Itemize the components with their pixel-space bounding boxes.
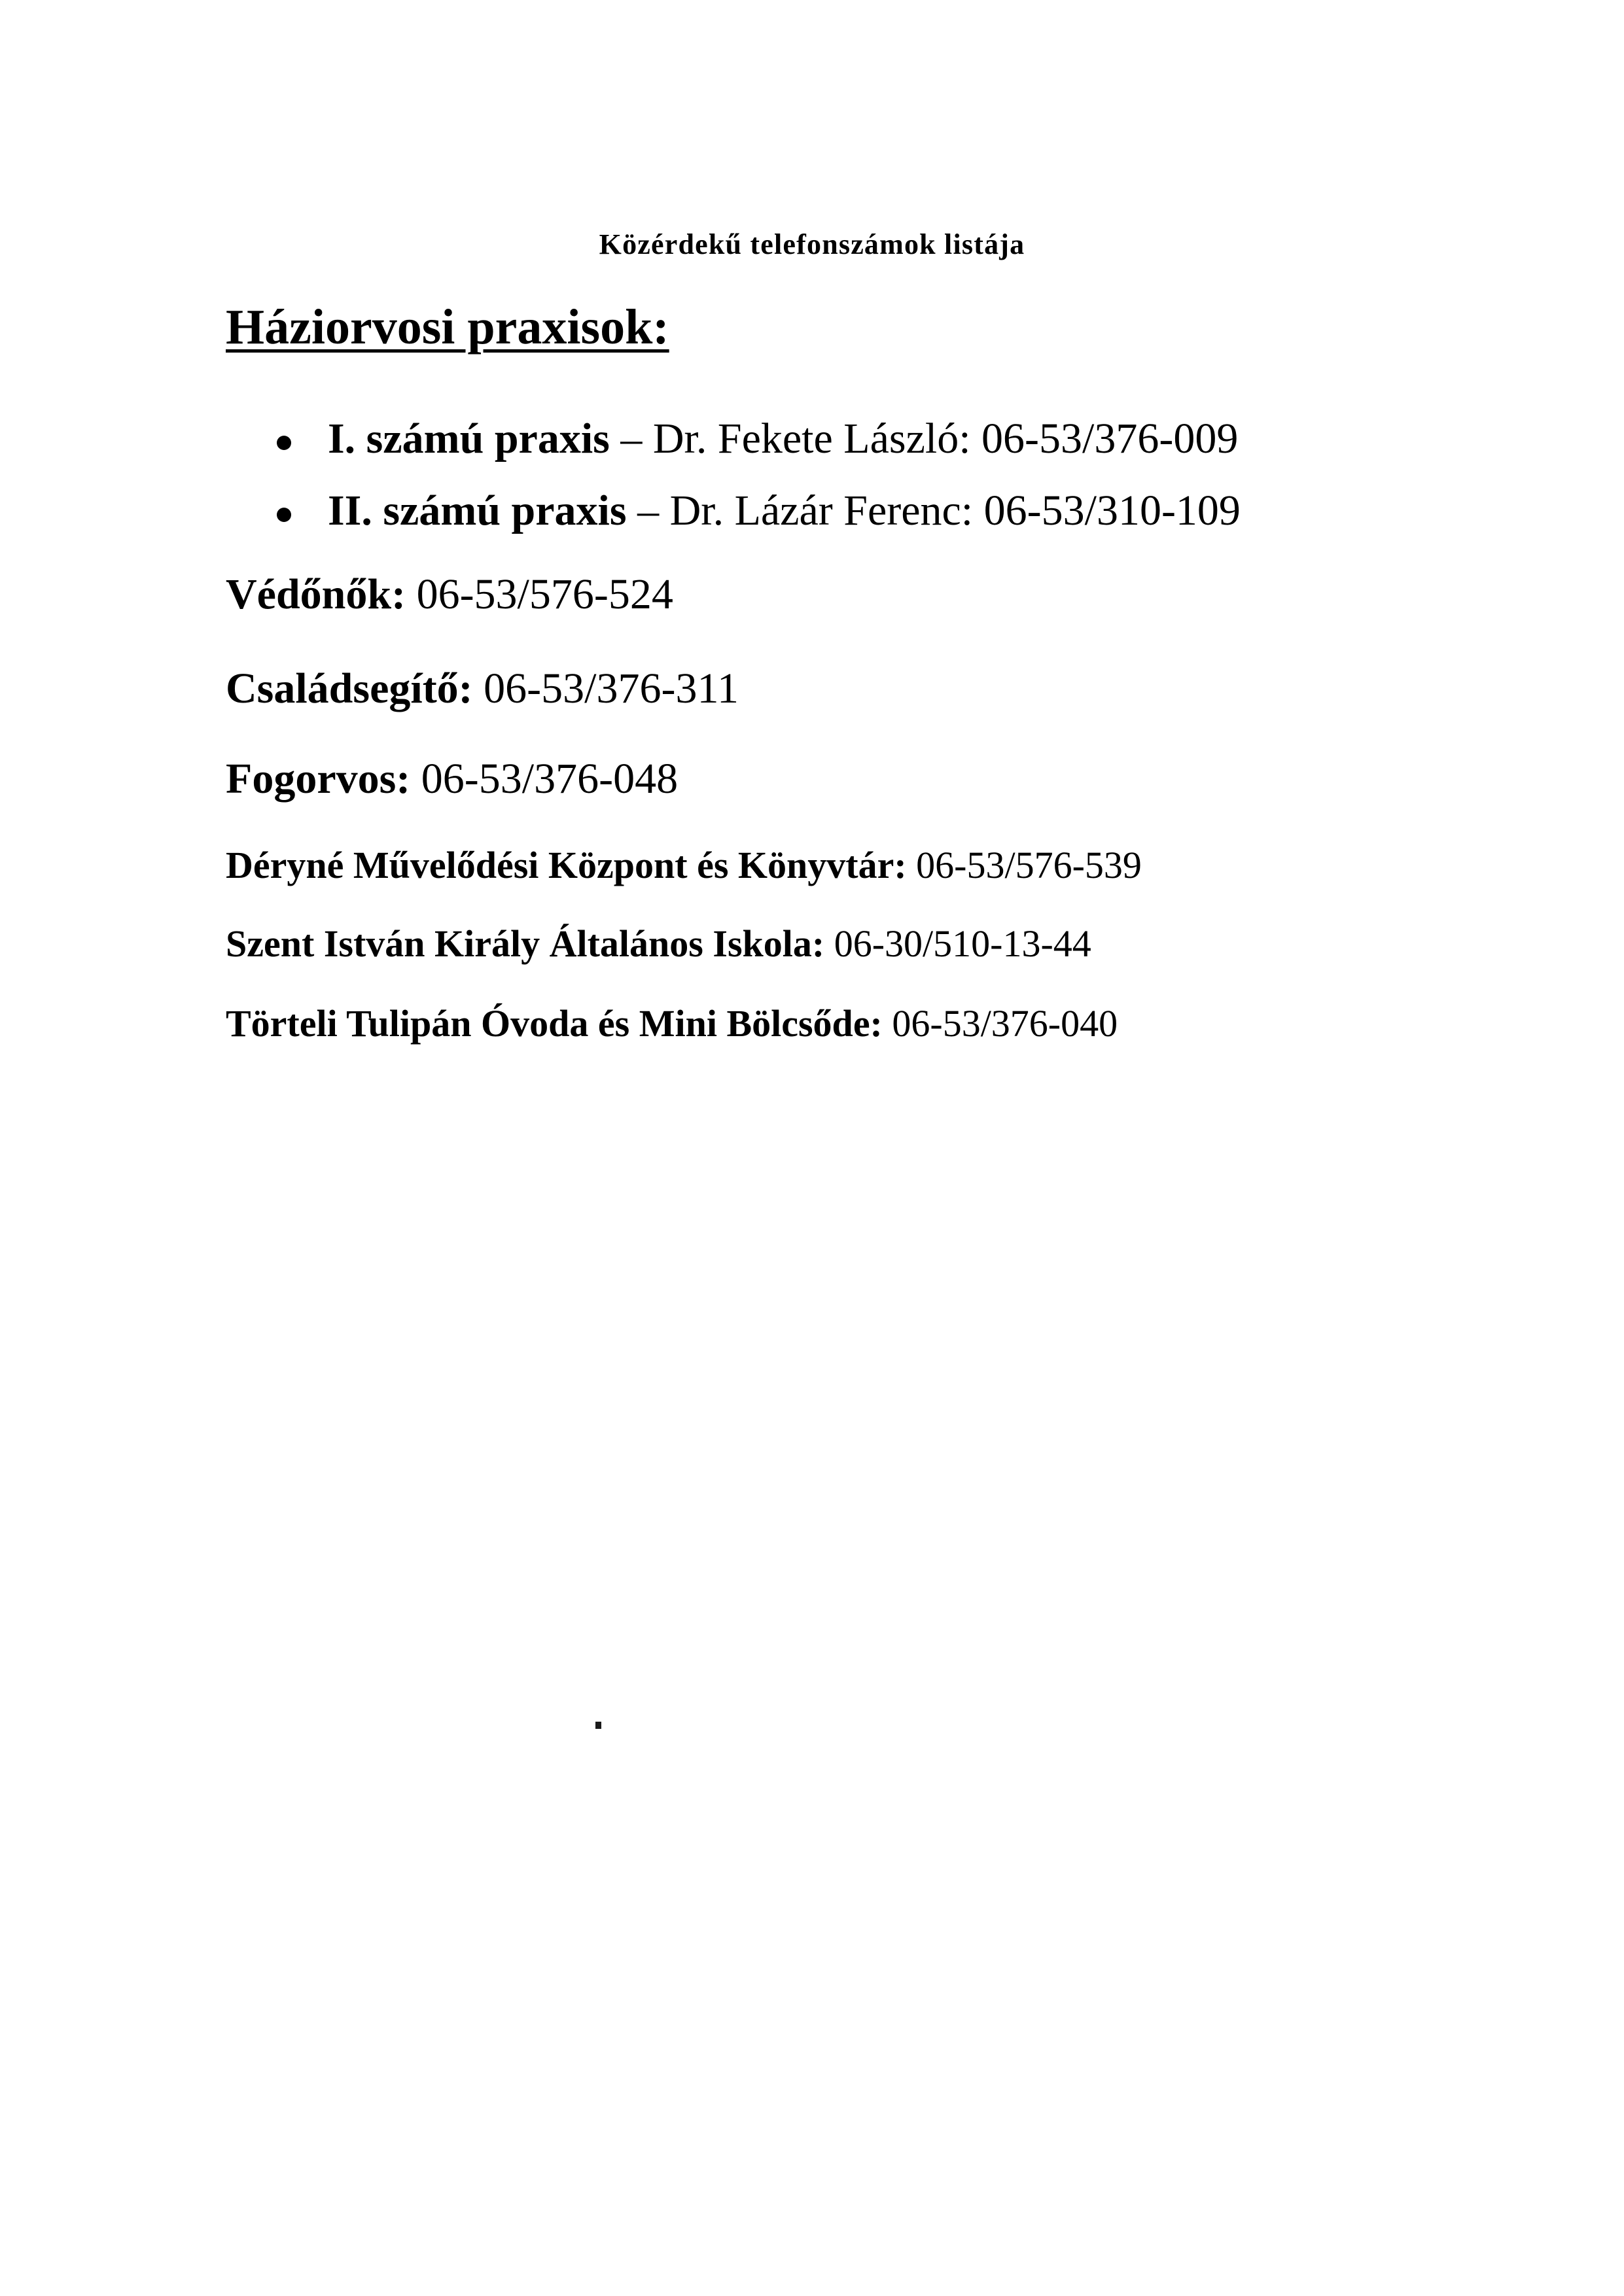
praxis-label: II. számú praxis: [328, 487, 627, 534]
contact-entry: [226, 570, 673, 618]
contact-phone: 06-53/576-524: [406, 570, 673, 618]
bullet-dot-icon: [277, 436, 291, 450]
bullet-dot-icon: [277, 508, 291, 522]
section-heading-text: Háziorvosi praxisok:: [226, 300, 669, 355]
contact-phone: 06-53/576-539: [906, 844, 1142, 886]
praxis-list: [272, 403, 1241, 547]
list-item: [272, 403, 1241, 475]
praxis-value: – Dr. Lázár Ferenc: 06-53/310-109: [626, 487, 1241, 534]
contact-entry: [226, 846, 1142, 884]
contact-entry: [226, 922, 1091, 965]
contact-label: Családsegítő:: [226, 665, 473, 712]
contact-label: Törteli Tulipán Óvoda és Mini Bölcsőde:: [226, 1002, 883, 1045]
praxis-value: – Dr. Fekete László: 06-53/376-009: [609, 415, 1239, 462]
contact-phone: 06-53/376-040: [882, 1002, 1118, 1045]
page-title: Közérdekű telefonszámok listája: [599, 228, 1025, 260]
section-heading: [226, 300, 669, 355]
contact-entry: [226, 1002, 1118, 1045]
contact-phone: 06-53/376-311: [472, 665, 739, 712]
contact-phone: 06-30/510-13-44: [824, 922, 1091, 965]
contact-label: Szent István Király Általános Iskola:: [226, 922, 825, 965]
contact-label: Déryné Művelődési Központ és Könyvtár:: [226, 844, 907, 886]
contact-phone: 06-53/376-048: [410, 755, 679, 803]
contact-label: Védőnők:: [226, 570, 406, 618]
contact-entry: [226, 757, 678, 801]
scan-artifact-dot: [595, 1722, 601, 1729]
list-item: [272, 475, 1241, 547]
praxis-label: I. számú praxis: [328, 415, 610, 462]
contact-label: Fogorvos:: [226, 755, 411, 803]
contact-entry: [226, 667, 739, 710]
